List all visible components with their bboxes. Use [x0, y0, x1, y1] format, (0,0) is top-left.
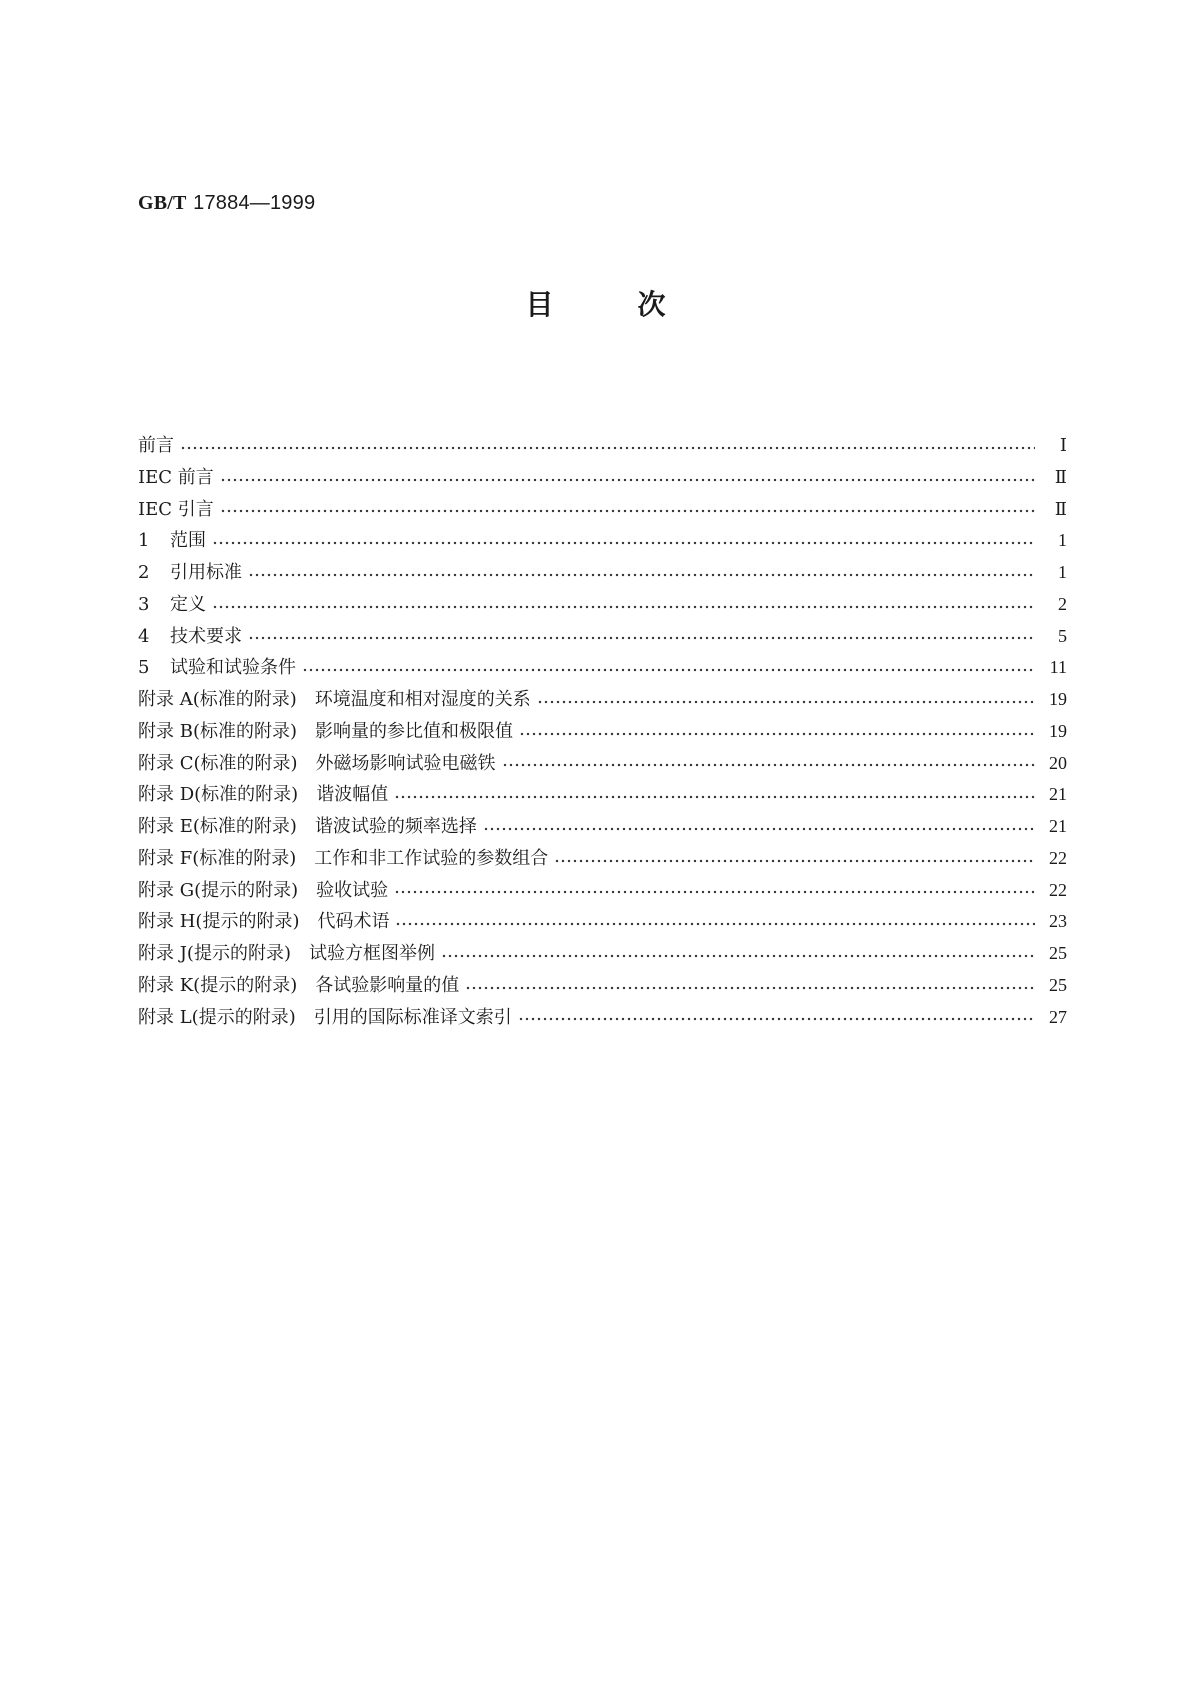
- toc-entry-title: 前言: [138, 435, 174, 456]
- toc-entry-number: 3: [138, 593, 150, 615]
- toc-entry[interactable]: [138, 1002, 1067, 1034]
- toc-entry-title: IEC 引言: [138, 498, 214, 520]
- toc-entry-title: 附录 J(提示的附录) 试验方框图举例: [138, 943, 435, 964]
- toc-entry-page: 21: [1049, 816, 1067, 836]
- toc-entry-label: [138, 621, 248, 653]
- toc-entry-page: 2: [1058, 593, 1067, 614]
- toc-entry-page: 11: [1049, 657, 1067, 678]
- toc-entry-title: IEC 前言: [138, 466, 214, 488]
- toc-entry-label: [138, 811, 483, 843]
- toc-entry[interactable]: [138, 557, 1067, 589]
- toc-entry[interactable]: [138, 906, 1067, 938]
- toc-entry-page: 25: [1049, 943, 1067, 963]
- toc-entry[interactable]: [138, 621, 1067, 653]
- dot-leader: [441, 949, 1035, 963]
- dot-leader: [394, 790, 1035, 804]
- toc-entry-title: 附录 K(提示的附录) 各试验影响量的值: [138, 974, 460, 996]
- toc-entry-label: [138, 748, 502, 780]
- dot-leader: [212, 536, 1035, 550]
- dot-leader: [212, 600, 1035, 614]
- toc-entry[interactable]: [138, 430, 1067, 462]
- toc-entry-page: Ⅱ: [1054, 498, 1067, 519]
- toc-entry-title: 定义: [170, 593, 206, 615]
- dot-leader: [395, 917, 1035, 931]
- toc-entry-page: 27: [1049, 1006, 1067, 1027]
- toc-entry-title: 附录 G(提示的附录) 验收试验: [138, 879, 389, 901]
- toc-entry-number: 1: [138, 530, 150, 552]
- toc-entry-page: 22: [1049, 879, 1067, 900]
- toc-entry-page: 19: [1049, 689, 1067, 709]
- toc-entry-page: 25: [1049, 974, 1067, 995]
- dot-leader: [302, 663, 1035, 677]
- toc-entry[interactable]: [138, 525, 1067, 557]
- toc-entry-title: 附录 E(标准的附录) 谐波试验的频率选择: [138, 816, 477, 837]
- toc-entry-label: [138, 938, 441, 970]
- toc-entry-title: 附录 C(标准的附录) 外磁场影响试验电磁铁: [138, 752, 496, 774]
- toc-entry-title: 附录 L(提示的附录) 引用的国际标准译文索引: [138, 1006, 512, 1028]
- toc-entry[interactable]: [138, 652, 1067, 684]
- dot-leader: [220, 473, 1035, 487]
- toc-entry-page: Ⅱ: [1054, 466, 1067, 487]
- toc-entry[interactable]: [138, 462, 1067, 494]
- toc-entry-number: 5: [138, 657, 150, 679]
- toc-entry[interactable]: [138, 589, 1067, 621]
- dot-leader: [483, 822, 1035, 836]
- dot-leader: [537, 695, 1035, 709]
- toc-entry-label: [138, 843, 554, 875]
- toc-entry-title: 附录 H(提示的附录) 代码术语: [138, 911, 390, 933]
- toc-entry-label: [138, 652, 302, 684]
- dot-leader: [248, 568, 1035, 582]
- dot-leader: [465, 981, 1035, 995]
- toc-entry[interactable]: [138, 779, 1067, 811]
- toc-entry-label: [138, 716, 519, 748]
- toc-entry-page: 1: [1058, 562, 1067, 582]
- dot-leader: [502, 758, 1035, 772]
- toc-entry-title: 附录 D(标准的附录) 谐波幅值: [138, 784, 389, 806]
- toc-entry-label: [138, 430, 180, 462]
- toc-entry-label: [138, 779, 394, 811]
- title-char-1: 目: [525, 288, 554, 321]
- dot-leader: [248, 631, 1035, 645]
- toc-entry-label: [138, 1002, 518, 1034]
- toc-entry-label: [138, 557, 248, 589]
- table-of-contents: [138, 430, 1067, 1033]
- toc-entry[interactable]: [138, 875, 1067, 907]
- toc-entry-title: 引用标准: [170, 562, 242, 583]
- toc-entry[interactable]: [138, 970, 1067, 1002]
- toc-entry-label: [138, 875, 394, 907]
- toc-entry-title: 试验和试验条件: [170, 657, 296, 679]
- toc-entry-page: 19: [1049, 720, 1067, 741]
- standard-number-year: 17884—1999: [193, 192, 316, 214]
- toc-entry-label: [138, 462, 220, 494]
- toc-entry-label: [138, 906, 395, 938]
- toc-entry[interactable]: [138, 811, 1067, 843]
- toc-entry[interactable]: [138, 843, 1067, 875]
- dot-leader: [180, 441, 1035, 455]
- toc-entry-label: [138, 970, 465, 1002]
- standard-code: GB/T: [138, 192, 187, 214]
- toc-entry-label: [138, 494, 220, 526]
- standard-number: [138, 190, 315, 215]
- dot-leader: [394, 885, 1035, 899]
- toc-entry-number: 4: [138, 625, 150, 647]
- toc-entry-number: 2: [138, 562, 150, 583]
- dot-leader: [220, 504, 1035, 518]
- toc-entry-page: 5: [1058, 625, 1067, 646]
- toc-entry-title: 范围: [170, 530, 206, 552]
- toc-entry[interactable]: [138, 938, 1067, 970]
- toc-entry-label: [138, 525, 212, 557]
- toc-entry-page: 20: [1049, 752, 1067, 773]
- toc-entry[interactable]: [138, 494, 1067, 526]
- toc-entry-title: 技术要求: [170, 625, 242, 647]
- toc-entry-page: 23: [1049, 911, 1067, 932]
- title-char-2: 次: [637, 288, 666, 321]
- dot-leader: [519, 727, 1035, 741]
- toc-entry-title: 附录 F(标准的附录) 工作和非工作试验的参数组合: [138, 847, 549, 869]
- page-title: [0, 283, 1191, 323]
- toc-entry-page: 1: [1058, 530, 1067, 551]
- toc-entry-page: 22: [1049, 847, 1067, 868]
- toc-entry-label: [138, 589, 212, 621]
- dot-leader: [554, 854, 1035, 868]
- dot-leader: [518, 1012, 1035, 1026]
- toc-entry[interactable]: [138, 716, 1067, 748]
- toc-entry-title: 附录 B(标准的附录) 影响量的参比值和极限值: [138, 720, 513, 742]
- toc-entry-title: 附录 A(标准的附录) 环境温度和相对湿度的关系: [138, 689, 531, 710]
- toc-entry[interactable]: [138, 748, 1067, 780]
- toc-entry-page: Ⅰ: [1059, 435, 1067, 455]
- toc-entry-label: [138, 684, 537, 716]
- toc-entry[interactable]: [138, 684, 1067, 716]
- toc-entry-page: 21: [1049, 784, 1067, 805]
